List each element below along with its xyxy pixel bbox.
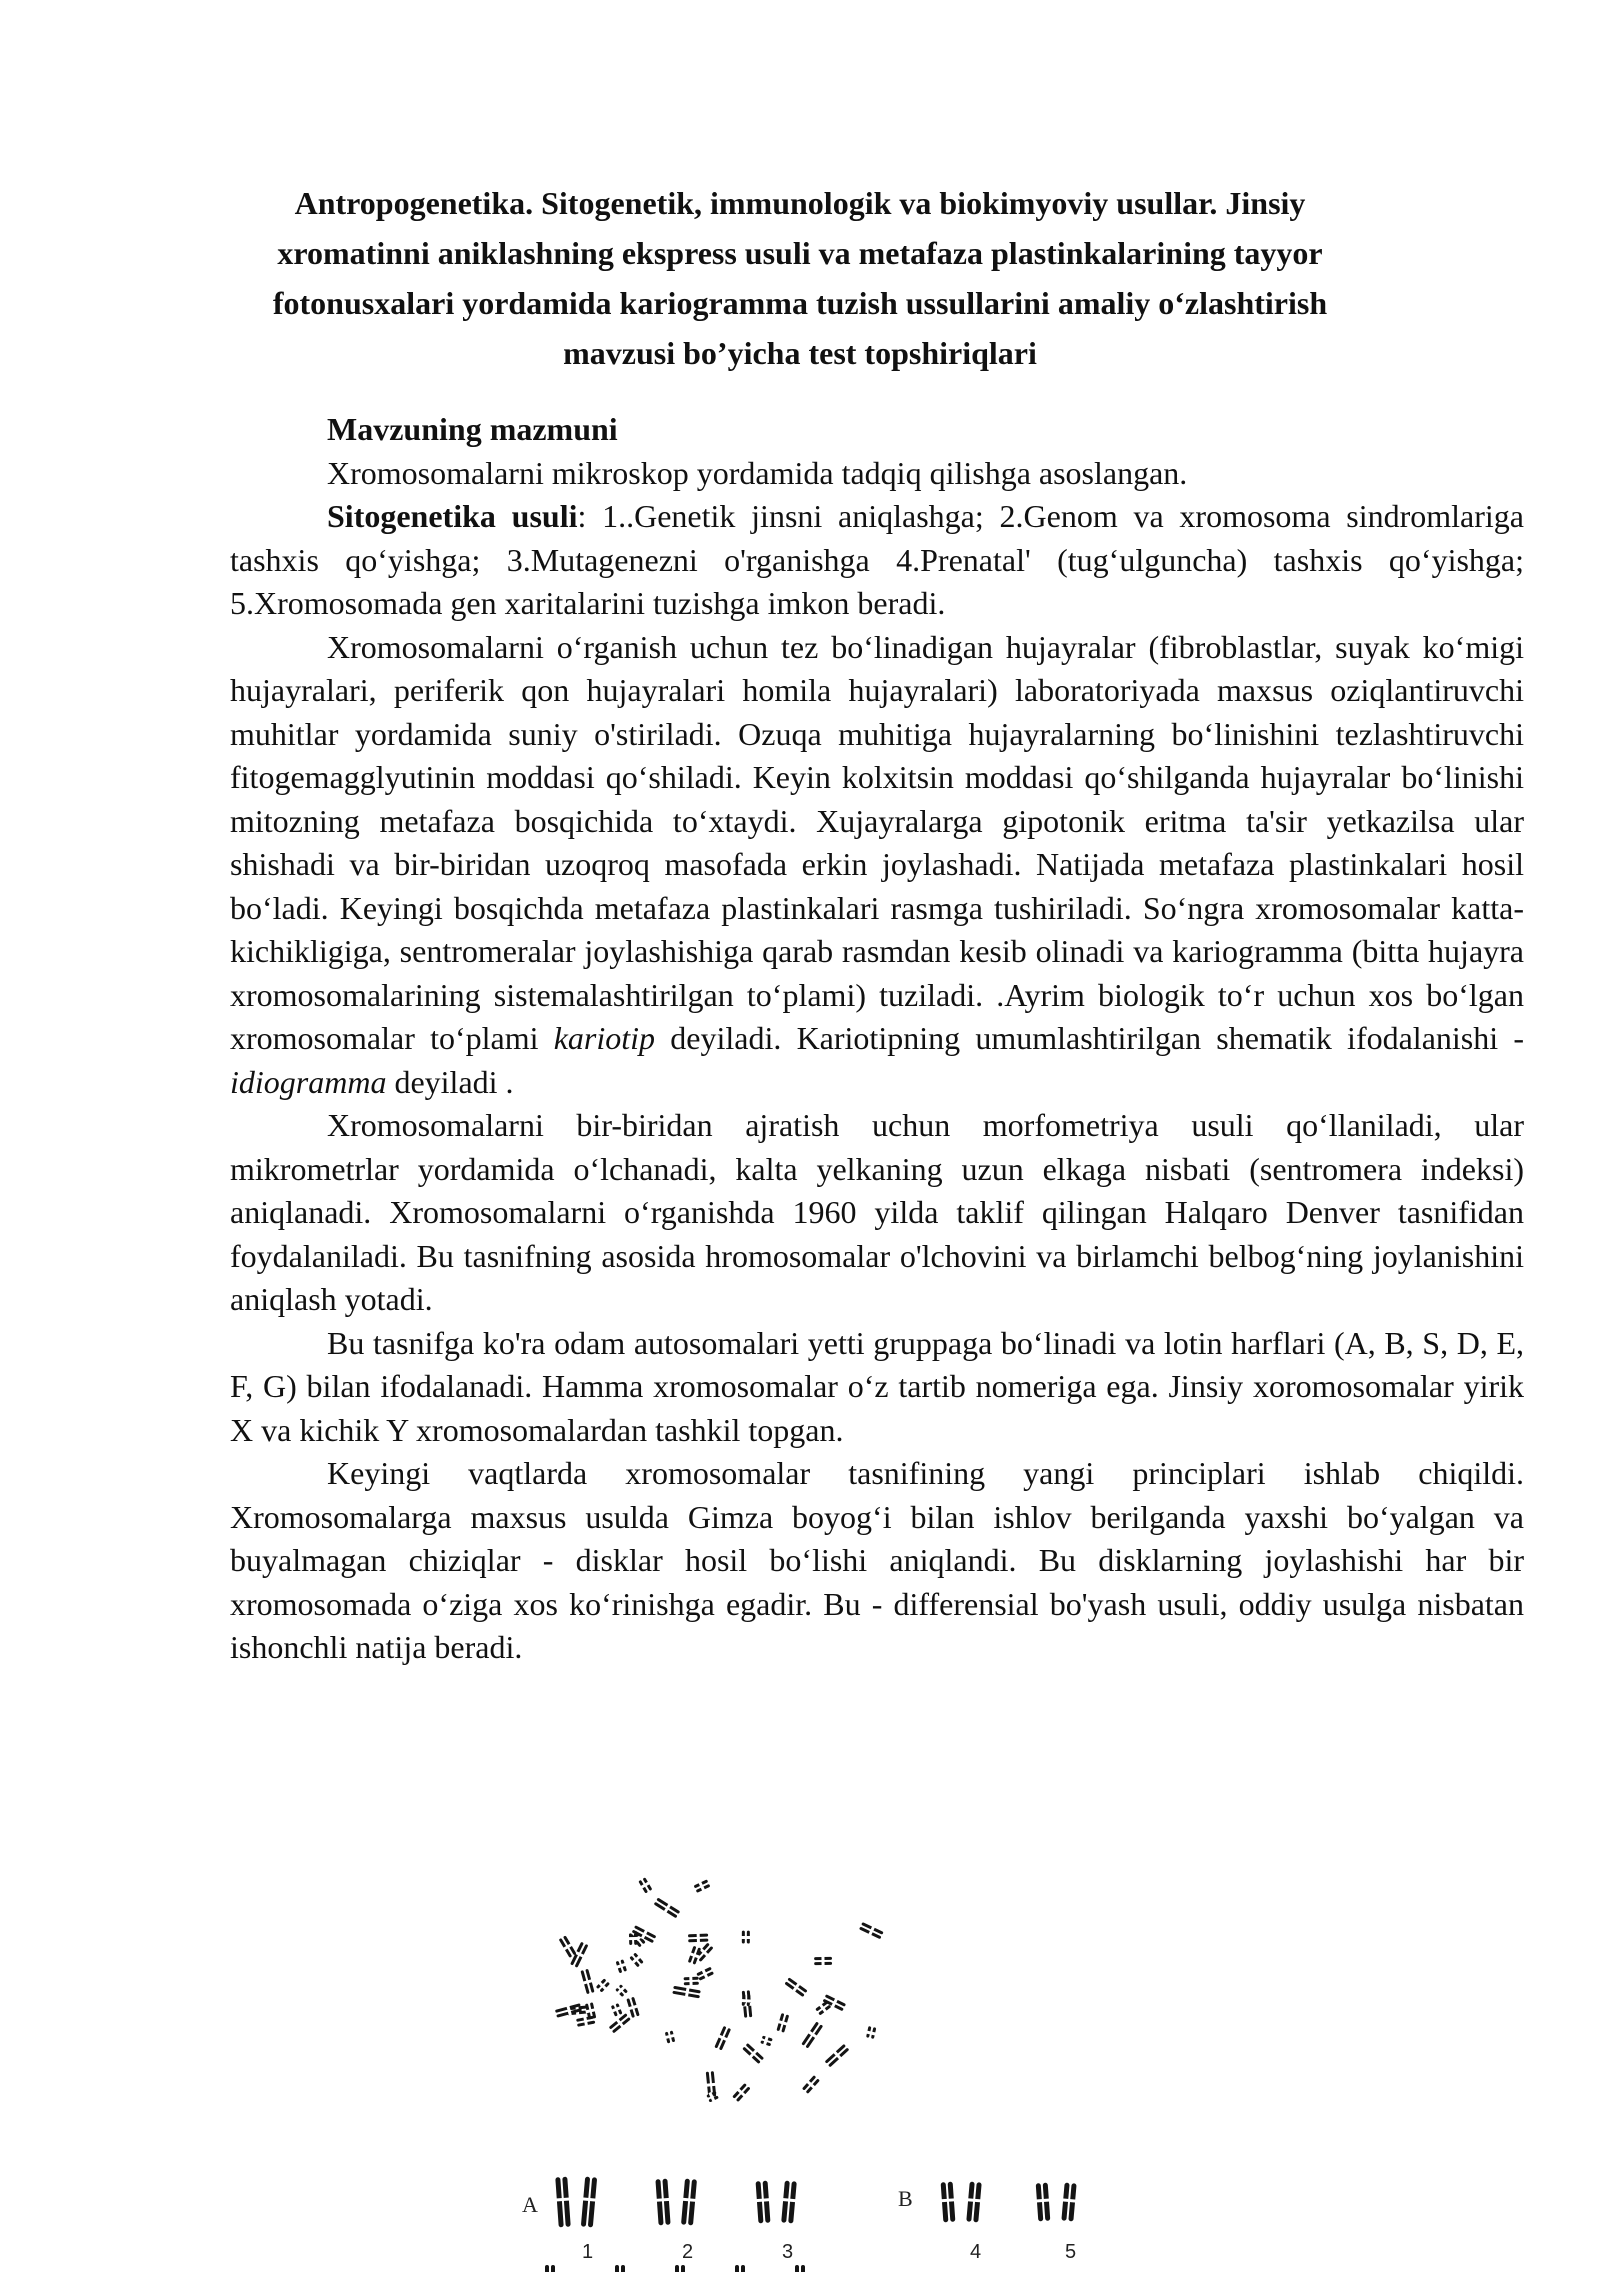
spread-chromosome	[684, 1976, 699, 1987]
karyogram-chromosome-1	[554, 2177, 571, 2228]
karyogram-chromosome-2	[654, 2179, 671, 2226]
term-karyotype: kariotip	[553, 1020, 656, 1056]
spread-chromosome	[629, 1952, 645, 1968]
spread-chromosome	[688, 1933, 708, 1944]
spread-chromosome	[555, 2002, 583, 2018]
spread-chromosome	[784, 1977, 808, 1998]
paragraph-2: Sitogenetika usuli: 1..Genetik jinsni aniqlashga; 2.Genom va xromosoma sindromlariga tashxis qo‘yishga; 3.Mutagenezni o'rganishga 4.Prenatal' (tug‘ulguncha) tashxis qo‘yishga; 5.Xromosomada gen xaritalarini tuzishga imkon beradi.	[230, 498, 1524, 621]
spread-chromosome	[742, 2042, 765, 2065]
karyotype-figure	[480, 1840, 1120, 2272]
spread-chromosome	[713, 2025, 732, 2050]
spread-chromosome	[664, 2030, 676, 2043]
spread-chromosome	[814, 1956, 832, 1966]
pair-number-5: 5	[1065, 2241, 1077, 2263]
spread-chromosome	[775, 2013, 790, 2033]
document-title: Antropogenetika. Sitogenetik, immunologik va biokimyoviy usullar. Jinsiy xromatinni aniklashning ekspress usuli va metafaza plastinkalarining tayyor fotonusxalari yordamida kariogramma tuzish ussullarini amaliy o‘zlashtirish mavzusi bo’yicha test topshiriqlari	[272, 185, 1328, 371]
karyogram-chromosome-4	[965, 2181, 982, 2222]
spread-chromosome	[558, 1935, 578, 1959]
group-label-b: B	[898, 2186, 913, 2211]
spread-chromosome	[610, 2003, 624, 2017]
pair-number-4: 4	[970, 2241, 982, 2263]
spread-chromosome	[576, 2015, 596, 2028]
spread-chromosome	[824, 2043, 850, 2068]
karyogram-chromosome-partial	[674, 2265, 686, 2272]
document-body	[230, 408, 1524, 1670]
spread-chromosome	[595, 1978, 611, 1994]
karyotype-illustration	[480, 1840, 1120, 2272]
spread-chromosome	[731, 2082, 751, 2102]
karyogram-chromosome-partial	[544, 2265, 556, 2272]
spread-chromosome	[672, 1985, 701, 2000]
karyogram-rows	[522, 2176, 1078, 2272]
spread-chromosome	[615, 1959, 628, 1974]
spread-chromosome	[693, 1878, 711, 1893]
karyogram-chromosome-4	[940, 2182, 957, 2223]
paragraph-4: Xromosomalarni bir-biridan ajratish uchun morfometriya usuli qo‘llaniladi, ular mikrometrlar yordamida o‘lchanadi, kalta yelkaning uzun elkaga nisbati (sentromera indeksi) aniqlanadi. Xromosomalarni o‘rganishda 1960 yilda taklif qilingan Halqaro Denver tasnifidan foydalaniladi. Bu tasnifning asosida hromosomalar o'lchovini va birlamchi belbog‘ning joylanishini aniqlash yotadi.	[230, 1107, 1524, 1317]
karyogram-chromosome-3	[780, 2180, 798, 2223]
spread-chromosome	[696, 1966, 715, 1982]
karyogram-chromosome-partial	[734, 2265, 746, 2272]
spread-chromosome	[801, 2074, 820, 2094]
pair-number-2: 2	[682, 2241, 694, 2263]
spread-chromosome	[625, 1996, 640, 2018]
cytogenetics-term: Sitogenetika usuli	[327, 498, 578, 534]
pair-number-3: 3	[782, 2241, 794, 2263]
paragraph-3: Xromosomalarni o‘rganish uchun tez bo‘linadigan hujayralar (fibroblastlar, suyak ko‘migi hujayralari, periferik qon hujayralari homila hujayralari) laboratoriyada maxsus oziqlantiruvchi muhitlar yordamida suniy o'stiriladi. Ozuqa muhitiga hujayralarning bo‘linishini tezlashtiruvchi fitogemagglyutinin moddasi qo‘shiladi. Keyin kolxitsin moddasi qo‘shilganda hujayralar bo‘linishi mitozning metafaza bosqichida to‘xtaydi. Xujayralarga gipotonik eritma ta'sir yetkazilsa ular shishadi va bir-biridan uzoqroq masofada erkin joylashadi. Natijada metafaza plastinkalari hosil bo‘ladi. Keyingi bosqichda metafaza plastinkalari rasmga tushiriladi. So‘ngra xromosomalar katta-kichikligiga, sentromeralar joylashishiga qarab rasmdan kesib olinadi va kariogramma (bitta hujayra xromosomalarining sistemalashtirilgan to‘plami) tuziladi. .Ayrim biologik to‘r uchun xos bo‘lgan xromosomalar to‘plami kariotip deyiladi. Kariotipning umumlashtirilgan shematik ifodalanishi - idiogramma deyiladi .	[230, 628, 1525, 1100]
karyogram-chromosome-1	[580, 2176, 598, 2227]
paragraph-6: Keyingi vaqtlarda xromosomalar tasnifining yangi principlari ishlab chiqildi. Xromosomalarga maxsus usulda Gimza boyog‘i bilan ishlov berilganda yaxshi bo‘yalgan va buyalmagan chiziqlar - disklar hosil bo‘lishi aniqlandi. Bu disklarning joylashishi har bir xromosomada o‘ziga xos ko‘rinishga egadir. Bu - differensial bo'yash usuli, oddiy usulga nisbatan ishonchli natija beradi.	[230, 1455, 1524, 1665]
spread-chromosome	[637, 1877, 653, 1894]
spread-chromosome	[579, 1969, 595, 1995]
paragraph-5: Bu tasnifga ko'ra odam autosomalari yetti gruppaga bo‘linadi va lotin harflari (A, B, S, D, E, F, G) bilan ifodalanadi. Hamma xromosomalar o‘z tartib nomeriga ega. Jinsiy xoromosomalar yirik X va kichik Y xromosomalardan tashkil topgan.	[230, 1324, 1524, 1448]
spread-chromosome	[865, 2026, 877, 2039]
karyogram-chromosome-partial	[614, 2265, 626, 2272]
spread-chromosome	[653, 1897, 681, 1919]
karyogram-chromosome-5	[1060, 2182, 1077, 2221]
karyogram-chromosome-2	[680, 2178, 698, 2225]
metaphase-spread	[555, 1877, 884, 2104]
spread-chromosome	[608, 2012, 631, 2034]
paragraph-1: Xromosomalarni mikroskop yordamida tadqiq qilishga asoslangan.	[327, 454, 1188, 491]
karyogram-chromosome-partial	[794, 2265, 806, 2272]
group-label-a: A	[522, 2192, 538, 2217]
section-heading: Mavzuning mazmuni	[327, 411, 618, 447]
spread-chromosome	[859, 1921, 884, 1940]
karyogram-chromosome-3	[755, 2181, 772, 2224]
term-idiogram: idiogramma	[230, 1063, 387, 1100]
karyogram-chromosome-5	[1035, 2183, 1052, 2222]
spread-chromosome	[614, 1984, 628, 1998]
spread-chromosome	[760, 2035, 773, 2048]
spread-chromosome	[800, 2021, 824, 2049]
pair-number-1: 1	[582, 2241, 594, 2263]
spread-chromosome	[741, 1931, 751, 1944]
